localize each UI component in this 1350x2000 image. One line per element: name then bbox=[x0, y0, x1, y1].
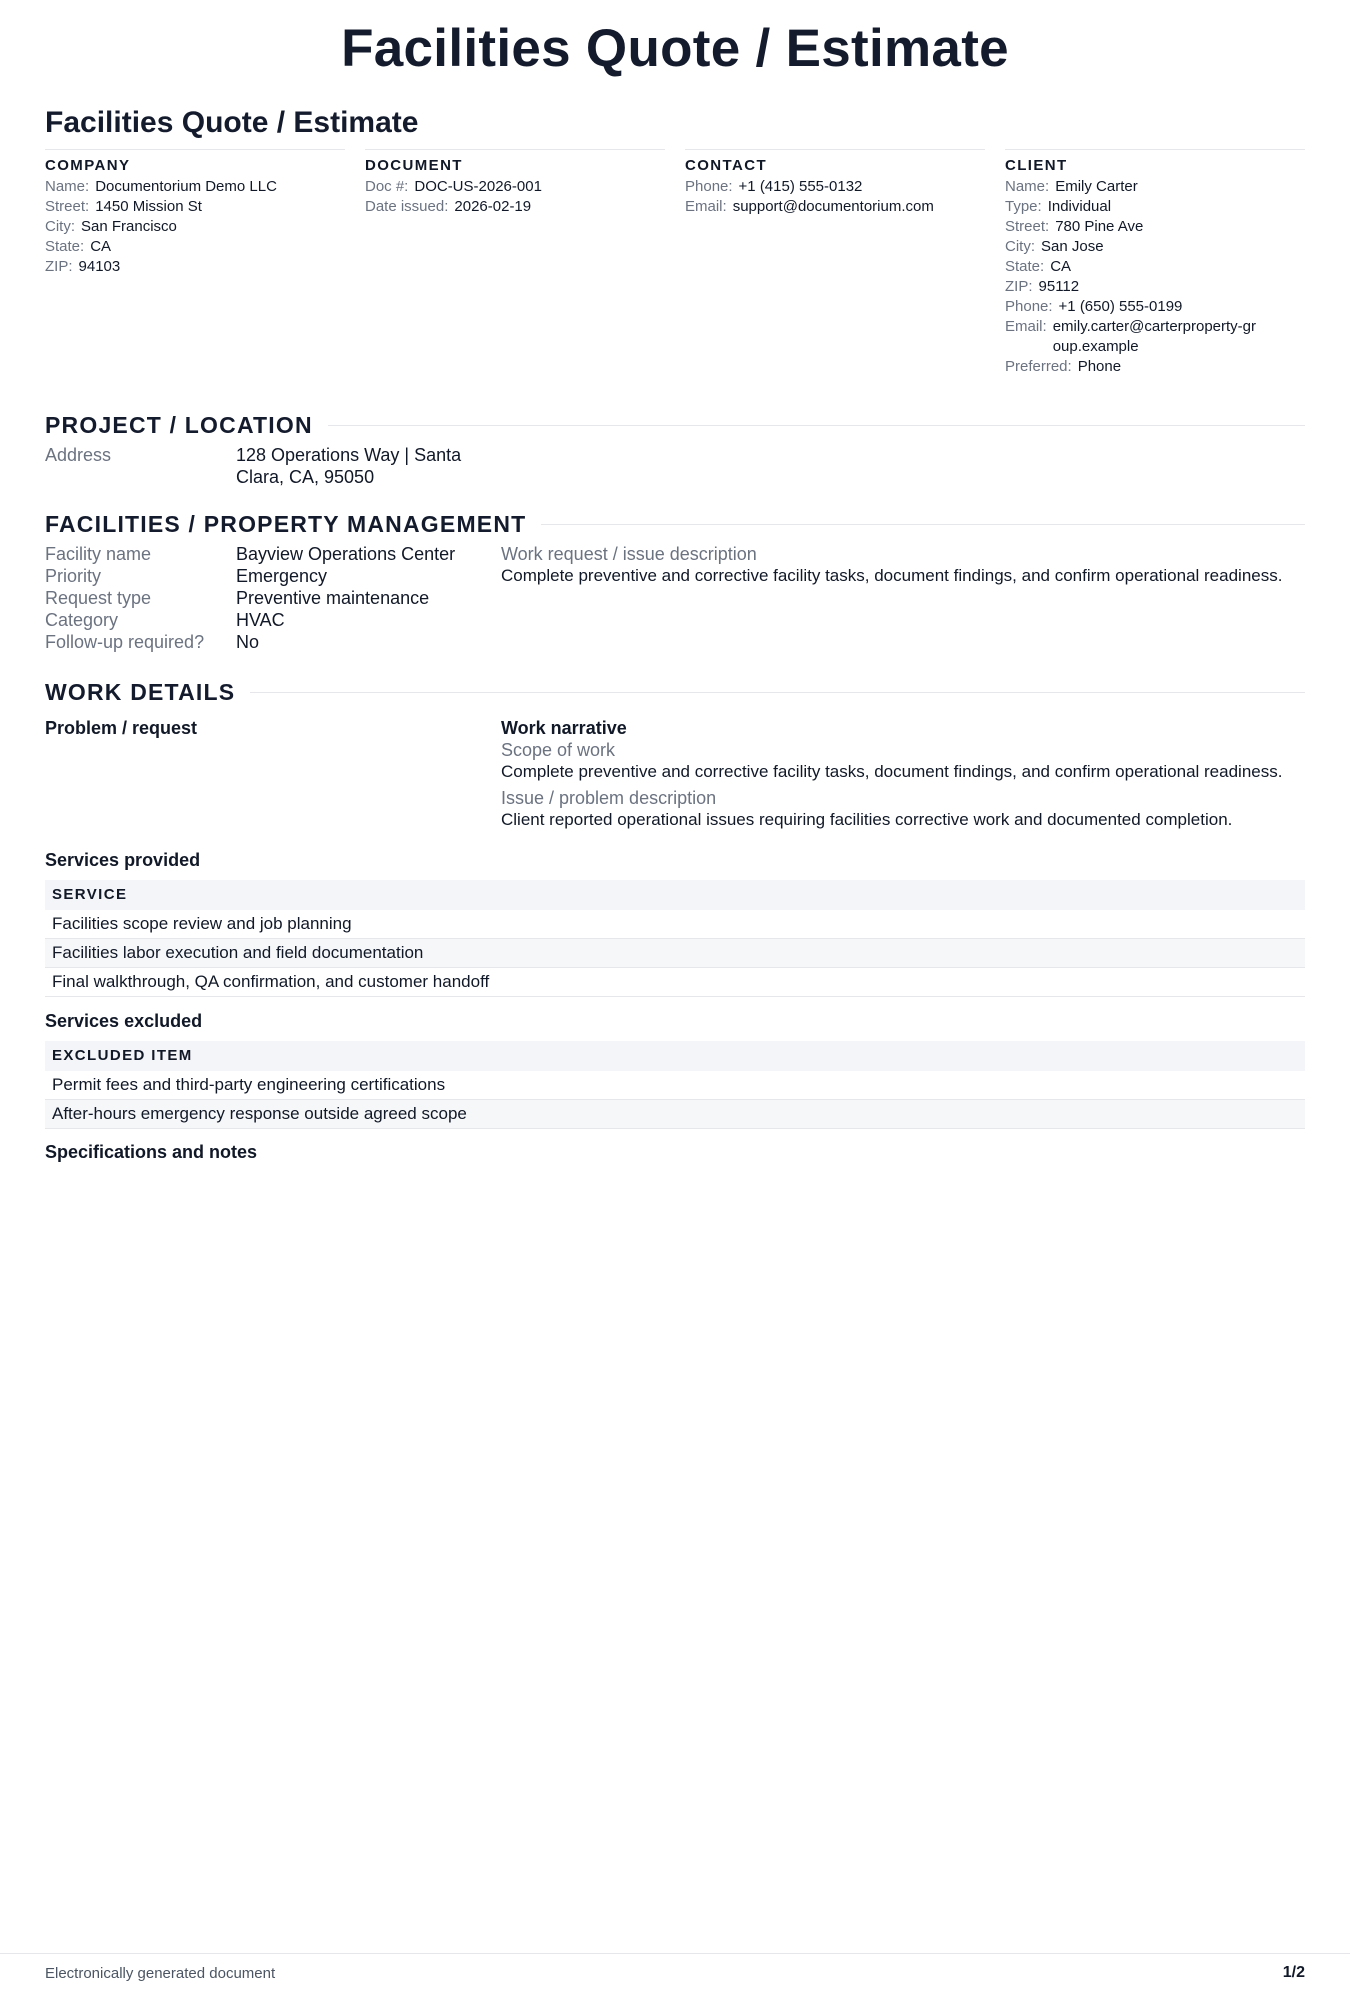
footer-divider bbox=[0, 1953, 1350, 1954]
document-heading: DOCUMENT bbox=[365, 157, 463, 174]
client-phone-row bbox=[1005, 297, 1305, 317]
specifications-heading: Specifications and notes bbox=[45, 1142, 258, 1162]
company-heading: COMPANY bbox=[45, 157, 131, 174]
document-subtitle: Facilities Quote / Estimate bbox=[45, 106, 419, 139]
field-label: Category bbox=[45, 610, 119, 630]
field-value: HVAC bbox=[236, 610, 285, 630]
field-value: Emily Carter bbox=[1055, 178, 1138, 195]
field-label: Street: bbox=[1005, 218, 1050, 235]
address-value bbox=[236, 444, 496, 488]
address-label: Address bbox=[45, 445, 112, 465]
section-divider bbox=[541, 524, 1305, 525]
field-label: Type: bbox=[1005, 198, 1042, 215]
client-name-row bbox=[1005, 177, 1305, 197]
field-value: No bbox=[236, 632, 260, 652]
field-value: Documentorium Demo LLC bbox=[95, 178, 277, 195]
field-value: emily.carter@carterproperty-group.example bbox=[1052, 318, 1257, 355]
services-excluded-table bbox=[45, 1041, 1305, 1129]
field-value: San Francisco bbox=[81, 218, 177, 235]
field-label: Facility name bbox=[45, 544, 152, 564]
contact-heading: CONTACT bbox=[685, 157, 768, 174]
company-block bbox=[45, 149, 345, 277]
table-row: Permit fees and third-party engineering certifications bbox=[45, 1071, 1305, 1100]
field-label: Follow-up required? bbox=[45, 632, 205, 652]
field-label: State: bbox=[45, 238, 85, 255]
field-label: State: bbox=[1005, 258, 1045, 275]
work-narrative-label: Work narrative bbox=[501, 718, 627, 738]
excluded-item-column-header: EXCLUDED ITEM bbox=[45, 1041, 1305, 1071]
document-block bbox=[365, 149, 665, 217]
field-value: +1 (415) 555-0132 bbox=[738, 178, 863, 195]
section-title: PROJECT / LOCATION bbox=[45, 411, 313, 438]
field-label: Date issued: bbox=[365, 198, 449, 215]
field-value: 780 Pine Ave bbox=[1055, 218, 1144, 235]
facilities-fields bbox=[45, 543, 1305, 655]
table-row: Facilities labor execution and field documentation bbox=[45, 939, 1305, 968]
table-row: Facilities scope review and job planning bbox=[45, 910, 1305, 939]
field-value: 95112 bbox=[1038, 278, 1080, 295]
field-value: Emergency bbox=[236, 566, 328, 586]
facilities-section-heading bbox=[45, 509, 1305, 539]
services-provided-heading: Services provided bbox=[45, 850, 201, 870]
field-label: Request type bbox=[45, 588, 152, 608]
field-label: Phone: bbox=[685, 178, 733, 195]
table-row: After-hours emergency response outside agreed scope bbox=[45, 1100, 1305, 1129]
contact-phone-row bbox=[685, 177, 985, 197]
field-label: Phone: bbox=[1005, 298, 1053, 315]
field-label: Doc #: bbox=[365, 178, 409, 195]
contact-block bbox=[685, 149, 985, 217]
field-label: Preferred: bbox=[1005, 358, 1072, 375]
page-number: 1/2 bbox=[1282, 1964, 1305, 1981]
section-divider bbox=[250, 692, 1305, 693]
scope-of-work-label: Scope of work bbox=[501, 740, 616, 760]
client-heading: CLIENT bbox=[1005, 157, 1068, 174]
field-label: City: bbox=[1005, 238, 1035, 255]
client-email-row bbox=[1005, 317, 1305, 357]
address-line: Clara, CA, 95050 bbox=[236, 467, 375, 487]
client-city-row bbox=[1005, 237, 1305, 257]
description-text: Complete preventive and corrective facility tasks, document findings, and confirm operational readiness. bbox=[501, 566, 1283, 585]
field-label: ZIP: bbox=[45, 258, 73, 275]
page-title: Facilities Quote / Estimate bbox=[341, 19, 1009, 78]
field-value: Bayview Operations Center bbox=[236, 544, 456, 564]
field-label: ZIP: bbox=[1005, 278, 1033, 295]
section-title: WORK DETAILS bbox=[45, 678, 236, 705]
address-line: 128 Operations Way | Santa bbox=[236, 445, 462, 465]
field-value: San Jose bbox=[1041, 238, 1104, 255]
field-label: Street: bbox=[45, 198, 90, 215]
client-street-row bbox=[1005, 217, 1305, 237]
services-excluded-heading: Services excluded bbox=[45, 1011, 203, 1031]
work-details-section-heading bbox=[45, 677, 1305, 707]
scope-of-work-text: Complete preventive and corrective facility tasks, document findings, and confirm operational readiness. bbox=[501, 762, 1283, 781]
problem-request-label: Problem / request bbox=[45, 718, 198, 738]
request-type-row bbox=[45, 587, 1305, 609]
field-label: Email: bbox=[1005, 318, 1047, 335]
company-city-row bbox=[45, 217, 345, 237]
category-row bbox=[45, 609, 1305, 631]
field-value: 2026-02-19 bbox=[454, 198, 532, 215]
section-title: FACILITIES / PROPERTY MANAGEMENT bbox=[45, 510, 527, 537]
field-value: CA bbox=[1050, 258, 1072, 275]
client-zip-row bbox=[1005, 277, 1305, 297]
services-provided-table bbox=[45, 880, 1305, 997]
description-label: Work request / issue description bbox=[501, 544, 757, 564]
field-value: 94103 bbox=[78, 258, 121, 275]
client-type-row bbox=[1005, 197, 1305, 217]
field-value: DOC-US-2026-001 bbox=[414, 178, 542, 195]
work-narrative bbox=[501, 717, 1305, 831]
contact-email-row bbox=[685, 197, 985, 217]
field-label: Email: bbox=[685, 198, 727, 215]
issue-description-label: Issue / problem description bbox=[501, 788, 717, 808]
field-value: Phone bbox=[1077, 358, 1122, 375]
work-request-description bbox=[501, 543, 1305, 587]
field-value: support@documentorium.com bbox=[732, 198, 934, 215]
company-street-row bbox=[45, 197, 345, 217]
field-value: +1 (650) 555-0199 bbox=[1058, 298, 1183, 315]
field-value: CA bbox=[90, 238, 112, 255]
field-label: Priority bbox=[45, 566, 102, 586]
field-label: Name: bbox=[1005, 178, 1050, 195]
company-zip-row bbox=[45, 257, 345, 277]
table-row: Final walkthrough, QA confirmation, and customer handoff bbox=[45, 968, 1305, 997]
service-column-header: SERVICE bbox=[45, 880, 1305, 910]
doc-number-row bbox=[365, 177, 665, 197]
follow-up-row bbox=[45, 631, 1305, 653]
work-details-content bbox=[45, 717, 1305, 835]
issue-description-text: Client reported operational issues requiring facilities corrective work and documented completion. bbox=[501, 810, 1233, 829]
section-divider bbox=[328, 425, 1305, 426]
date-issued-row bbox=[365, 197, 665, 217]
field-value: Individual bbox=[1047, 198, 1112, 215]
company-name-row bbox=[45, 177, 345, 197]
field-value: 1450 Mission St bbox=[95, 198, 202, 215]
client-block bbox=[1005, 149, 1305, 377]
footer-note: Electronically generated document bbox=[45, 1965, 276, 1982]
field-label: Name: bbox=[45, 178, 90, 195]
field-value: Preventive maintenance bbox=[236, 588, 430, 608]
field-label: City: bbox=[45, 218, 75, 235]
client-state-row bbox=[1005, 257, 1305, 277]
company-state-row bbox=[45, 237, 345, 257]
client-preferred-row bbox=[1005, 357, 1305, 377]
project-location-section-heading bbox=[45, 410, 1305, 440]
